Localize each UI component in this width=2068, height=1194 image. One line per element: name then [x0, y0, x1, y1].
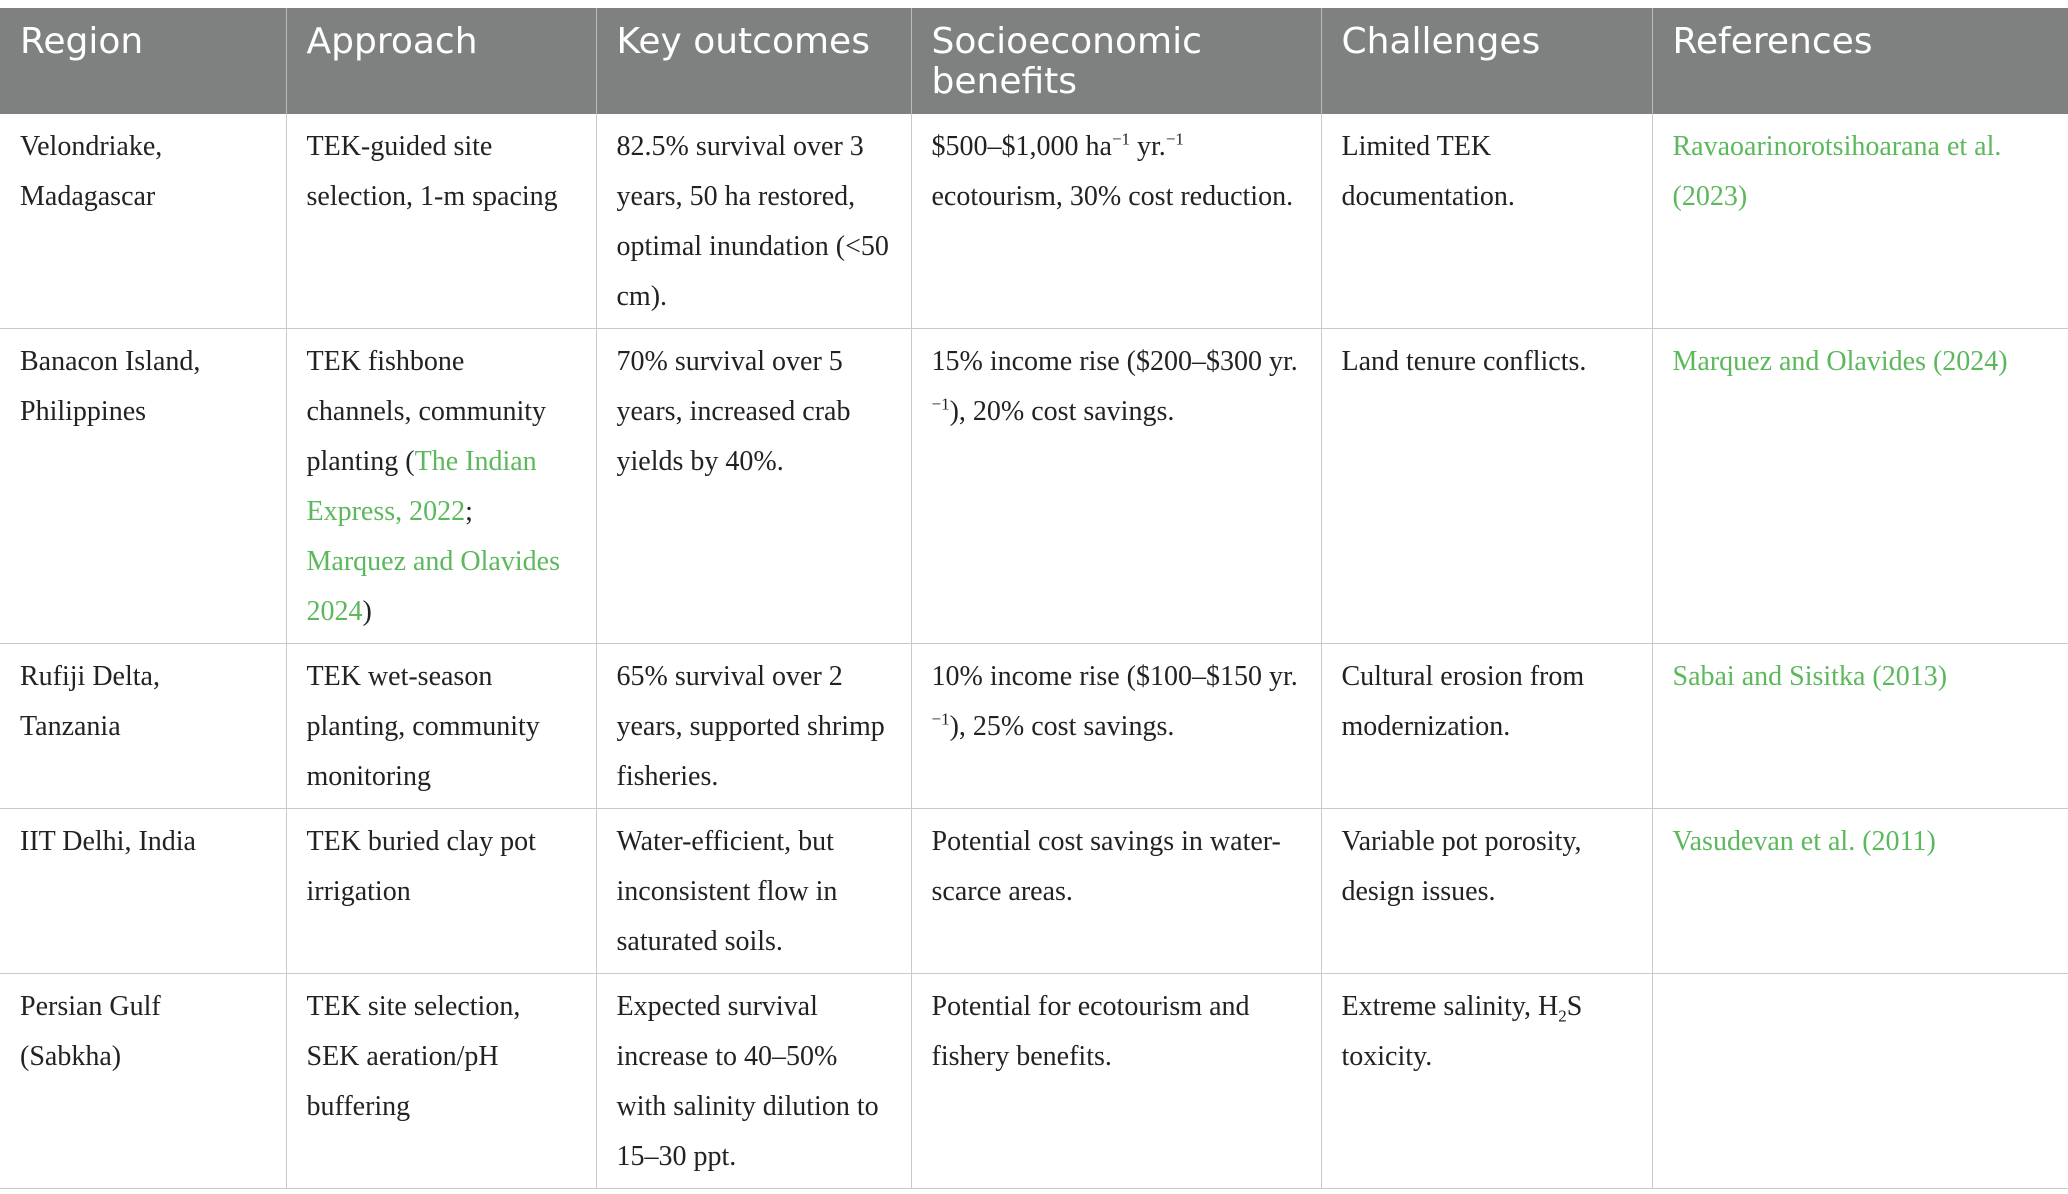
cell-benefits: Potential cost savings in water-scarce areas. — [911, 809, 1321, 974]
citation-link[interactable]: Marquez and Olavides 2024 — [306, 546, 560, 627]
cell-challenges: Cultural erosion from modernization. — [1321, 644, 1652, 809]
cell-region: Velondriake, Madagascar — [0, 114, 286, 329]
header-references: References — [1652, 8, 2068, 114]
mangrove-restoration-table — [0, 8, 2068, 1189]
approach-text: TEK fishbone channels, community planting ( — [306, 346, 547, 477]
benefits-text: ecotourism, 30% cost reduction. — [931, 181, 1294, 212]
reference-link[interactable]: Ravaoarinorotsihoarana et al. (2023) — [1672, 131, 2002, 212]
benefits-text: ), 20% cost savings. — [949, 396, 1175, 427]
header-region: Region — [0, 8, 286, 114]
approach-text: ; — [465, 496, 473, 527]
cell-region: IIT Delhi, India — [0, 809, 286, 974]
cell-challenges: Limited TEK documentation. — [1321, 114, 1652, 329]
cell-region: Rufiji Delta, Tanzania — [0, 644, 286, 809]
challenges-text: Extreme salinity, H — [1341, 991, 1559, 1022]
cell-reference — [1652, 114, 2068, 329]
header-challenges: Challenges — [1321, 8, 1652, 114]
cell-approach: TEK site selection, SEK aeration/pH buffering — [286, 974, 596, 1189]
header-socioeconomic-benefits: Socioeconomic benefits — [911, 8, 1321, 114]
cell-approach — [286, 329, 596, 644]
benefits-text: 10% income rise ($100–$150 yr. — [931, 661, 1298, 692]
cell-region: Banacon Island, Philippines — [0, 329, 286, 644]
table-row — [0, 329, 2068, 644]
cell-outcomes: 65% survival over 2 years, supported shrimp fisheries. — [596, 644, 911, 809]
cell-challenges: Variable pot porosity, design issues. — [1321, 809, 1652, 974]
table-row — [0, 114, 2068, 329]
table-row — [0, 644, 2068, 809]
approach-text: ) — [362, 596, 372, 627]
table-row — [0, 974, 2068, 1189]
cell-benefits: Potential for ecotourism and fishery benefits. — [911, 974, 1321, 1189]
cell-approach: TEK wet-season planting, community monitoring — [286, 644, 596, 809]
superscript: −1 — [1165, 129, 1184, 149]
benefits-text: 15% income rise ($200–$300 yr. — [931, 346, 1298, 377]
superscript: −1 — [931, 709, 950, 729]
reference-link[interactable]: Marquez and Olavides (2024) — [1672, 346, 2008, 377]
header-approach: Approach — [286, 8, 596, 114]
table-body — [0, 114, 2068, 1189]
cell-outcomes: 82.5% survival over 3 years, 50 ha restored, optimal inundation (<50 cm). — [596, 114, 911, 329]
cell-benefits — [911, 644, 1321, 809]
cell-challenges — [1321, 974, 1652, 1189]
citation-link[interactable]: The Indian Express, 2022 — [306, 446, 537, 527]
table-container — [0, 8, 2068, 1189]
benefits-text: ), 25% cost savings. — [949, 711, 1175, 742]
header-key-outcomes: Key outcomes — [596, 8, 911, 114]
cell-reference — [1652, 644, 2068, 809]
cell-outcomes: Expected survival increase to 40–50% with salinity dilution to 15–30 ppt. — [596, 974, 911, 1189]
cell-reference — [1652, 974, 2068, 1189]
cell-benefits — [911, 114, 1321, 329]
reference-link[interactable]: Sabai and Sisitka (2013) — [1672, 661, 1948, 692]
table-header — [0, 8, 2068, 114]
cell-reference — [1652, 329, 2068, 644]
superscript: −1 — [931, 394, 950, 414]
cell-reference — [1652, 809, 2068, 974]
cell-approach: TEK buried clay pot irrigation — [286, 809, 596, 974]
superscript: −1 — [1111, 129, 1131, 149]
benefits-text: yr. — [1130, 131, 1166, 162]
benefits-text: $500–$1,000 ha — [931, 131, 1112, 162]
reference-link[interactable]: Vasudevan et al. (2011) — [1672, 826, 1936, 857]
header-row — [0, 8, 2068, 114]
cell-outcomes: Water-efficient, but inconsistent flow in saturated soils. — [596, 809, 911, 974]
cell-challenges: Land tenure conflicts. — [1321, 329, 1652, 644]
table-row — [0, 809, 2068, 974]
cell-benefits — [911, 329, 1321, 644]
cell-region: Persian Gulf (Sabkha) — [0, 974, 286, 1189]
cell-approach: TEK-guided site selection, 1-m spacing — [286, 114, 596, 329]
cell-outcomes: 70% survival over 5 years, increased crab yields by 40%. — [596, 329, 911, 644]
subscript: 2 — [1558, 1006, 1567, 1026]
challenges-text: S toxicity. — [1341, 991, 1583, 1072]
